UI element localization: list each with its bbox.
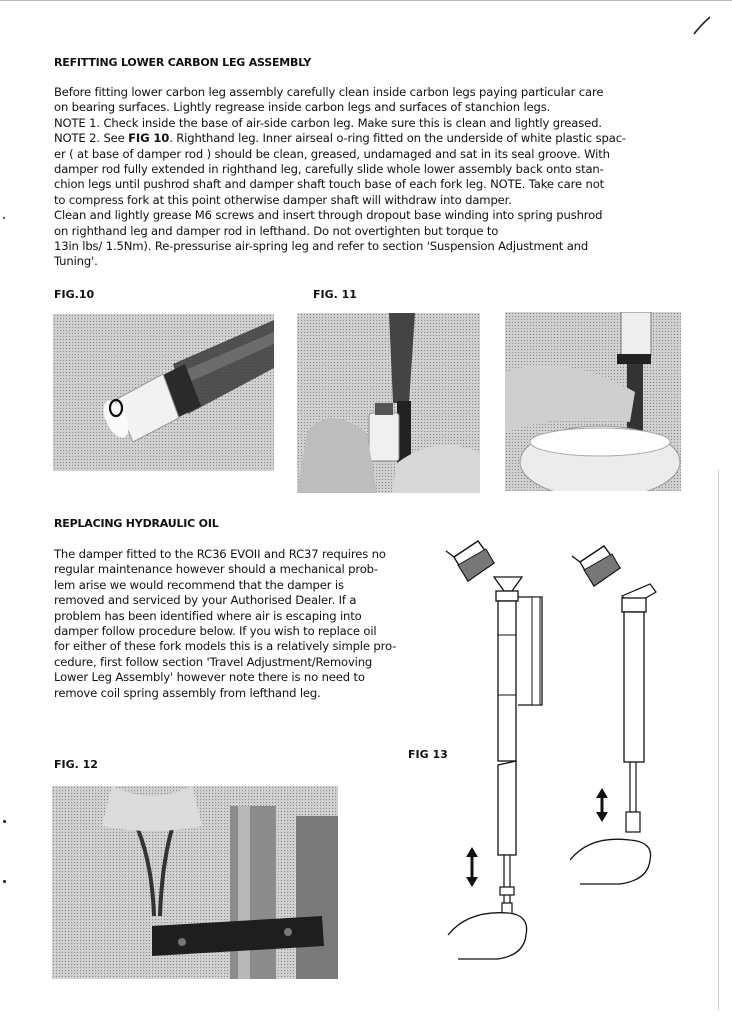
replacing-oil-body-text (54, 547, 421, 701)
fig13-illustration-right (570, 540, 680, 900)
fig12-photo (52, 786, 338, 979)
binder-hole-mark (3, 820, 6, 823)
body-line: for either of these fork models this is a relatively simple pro- (54, 639, 397, 654)
body-line-note2 (54, 131, 680, 146)
body-line: Lower Leg Assembly' however note there is no need to (54, 670, 365, 685)
oil-jug-icon (572, 546, 620, 586)
body-line: 13in lbs/ 1.5Nm). Re-pressurise air-spring leg and refer to section 'Suspension Adjustment and (54, 239, 589, 254)
body-line: Before fitting lower carbon leg assembly carefully clean inside carbon legs paying particular care (54, 85, 604, 99)
fig11-photo-left (297, 313, 480, 493)
fig11-photo-right (505, 312, 681, 491)
up-down-arrow-icon (596, 788, 608, 822)
body-line: lem arise we would recommend that the damper is (54, 577, 344, 592)
note2-sep: . (169, 131, 177, 146)
body-line: regular maintenance however should a mechanical prob- (54, 562, 378, 577)
fig10-label: FIG.10 (54, 288, 95, 301)
body-line: to compress fork at this point otherwise damper shaft will withdraw into damper. (54, 192, 512, 207)
section-heading-refitting: REFITTING LOWER CARBON LEG ASSEMBLY (54, 56, 312, 69)
fig13-illustration-left (438, 535, 553, 970)
binder-hole-mark (3, 880, 6, 883)
body-line: removed and serviced by your Authorised Dealer. If a (54, 593, 357, 608)
body-line: problem has been identified where air is escaping into (54, 608, 362, 623)
fig10-photo (53, 314, 274, 471)
section-heading-replacing-oil: REPLACING HYDRAULIC OIL (54, 517, 219, 530)
body-line: on righthand leg and damper rod in lefthand. Do not overtighten but torque to (54, 223, 499, 238)
body-line: Clean and lightly grease M6 screws and insert through dropout base winding into spring pushrod (54, 208, 603, 223)
oil-jug-icon (446, 541, 494, 581)
fig11-label: FIG. 11 (313, 288, 357, 301)
body-line: Tuning'. (54, 254, 98, 269)
pen-mark (690, 14, 714, 38)
body-line: remove coil spring assembly from lefthand leg. (54, 685, 321, 700)
margin-mark (3, 217, 5, 219)
body-line: er ( at base of damper rod ) should be clean, greased, undamaged and sat in its seal groove. With (54, 146, 610, 161)
funnel-icon (494, 577, 522, 591)
body-line: NOTE 1. Check inside the base of air-side carbon leg. Make sure this is clean and lightly greased. (54, 115, 602, 130)
note2-prefix: NOTE 2. See (54, 131, 129, 146)
page-right-edge (718, 470, 719, 1010)
fig12-label: FIG. 12 (54, 758, 98, 771)
fig13-label: FIG 13 (408, 748, 448, 761)
body-line: on bearing surfaces. Lightly regrease inside carbon legs and surfaces of stanchion legs. (54, 100, 551, 115)
note2-text: Righthand leg. Inner airseal o-ring fitted on the underside of white plastic spac- (176, 131, 626, 146)
body-line: damper rod fully extended in righthand leg, carefully slide whole lower assembly back onto stan- (54, 162, 604, 177)
refitting-body-text (54, 85, 680, 270)
fig10-reference: FIG 10 (128, 131, 170, 146)
hand-icon (448, 913, 527, 959)
page-top-edge (0, 0, 732, 1)
hand-icon (570, 839, 651, 884)
body-line: The damper fitted to the RC36 EVOII and RC37 requires no (54, 547, 386, 561)
body-line: damper follow procedure below. If you wish to replace oil (54, 624, 377, 639)
body-line: chion legs until pushrod shaft and damper shaft touch base of each fork leg. NOTE. Take care not (54, 177, 605, 192)
body-line: cedure, first follow section 'Travel Adjustment/Removing (54, 654, 373, 669)
up-down-arrow-icon (466, 847, 478, 887)
